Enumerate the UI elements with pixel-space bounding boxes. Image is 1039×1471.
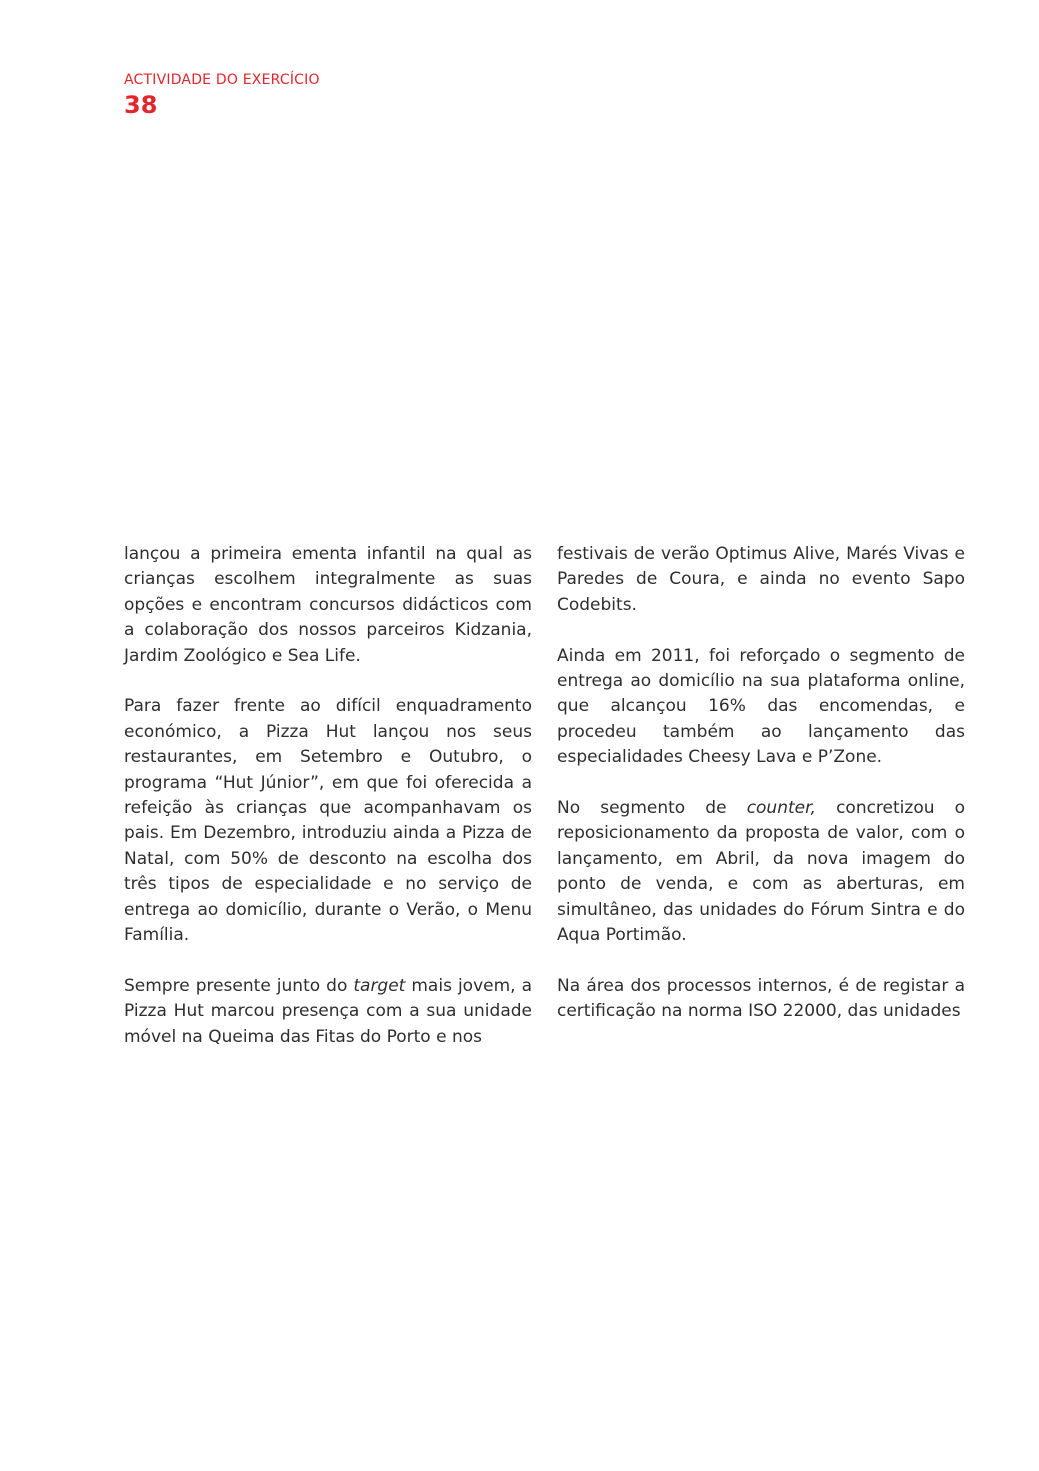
page-header xyxy=(124,71,320,119)
paragraph-hut-junior: Para fazer frente ao difícil enquadramento económico, a Pizza Hut lançou nos seus restaurantes, em Setembro e Outubro, o programa “Hut Júnior”, em que foi oferecida a refeição às crianças que acompanhavam os pais. Em Dezembro, introduziu ainda a Pizza de Natal, com 50% de desconto na escolha dos três tipos de especialidade e no serviço de entrega ao domicílio, durante o Verão, o Menu Família. xyxy=(124,696,532,946)
page-number: 38 xyxy=(124,91,158,119)
text-segment: mais jovem, a Pizza Hut marcou presença com a sua unidade móvel na Queima das Fitas do Porto e nos xyxy=(124,975,532,1047)
right-column xyxy=(557,542,965,1025)
emphasis-counter: counter, xyxy=(746,798,816,819)
emphasis-target: target xyxy=(353,975,406,996)
text-segment: concretizou o reposicionamento da proposta de valor, com o lançamento, em Abril, da nova imagem do ponto de venda, e com as aberturas, em simultâneo, das unidades do Fórum Sintra e do Aqua Portimão. xyxy=(557,798,966,946)
paragraph-kids-menu: lançou a primeira ementa infantil na qual as crianças escolhem integralmente as suas opções e encontram concursos didácticos com a colaboração dos nossos parceiros Kidzania, Jardim Zoológico e Sea Life. xyxy=(124,544,532,666)
paragraph-festivals: festivais de verão Optimus Alive, Marés Vivas e Paredes de Coura, e ainda no evento Sapo Codebits. xyxy=(557,544,965,615)
paragraph-target-young xyxy=(124,974,532,1050)
paragraph-delivery: Ainda em 2011, foi reforçado o segmento de entrega ao domicílio na sua plataforma online, que alcançou 16% das encomendas, e procedeu também ao lançamento das especialidades Cheesy Lava e P’Zone. xyxy=(557,645,965,768)
paragraph-iso-certification: Na área dos processos internos, é de registar a certificação na norma ISO 22000, das unidades xyxy=(557,975,965,1022)
paragraph-counter xyxy=(557,796,965,948)
text-segment: Sempre presente junto do xyxy=(124,975,354,996)
left-column xyxy=(124,542,532,1050)
section-label: ACTIVIDADE DO EXERCÍCIO xyxy=(124,72,320,88)
text-segment: No segmento de xyxy=(557,798,747,819)
